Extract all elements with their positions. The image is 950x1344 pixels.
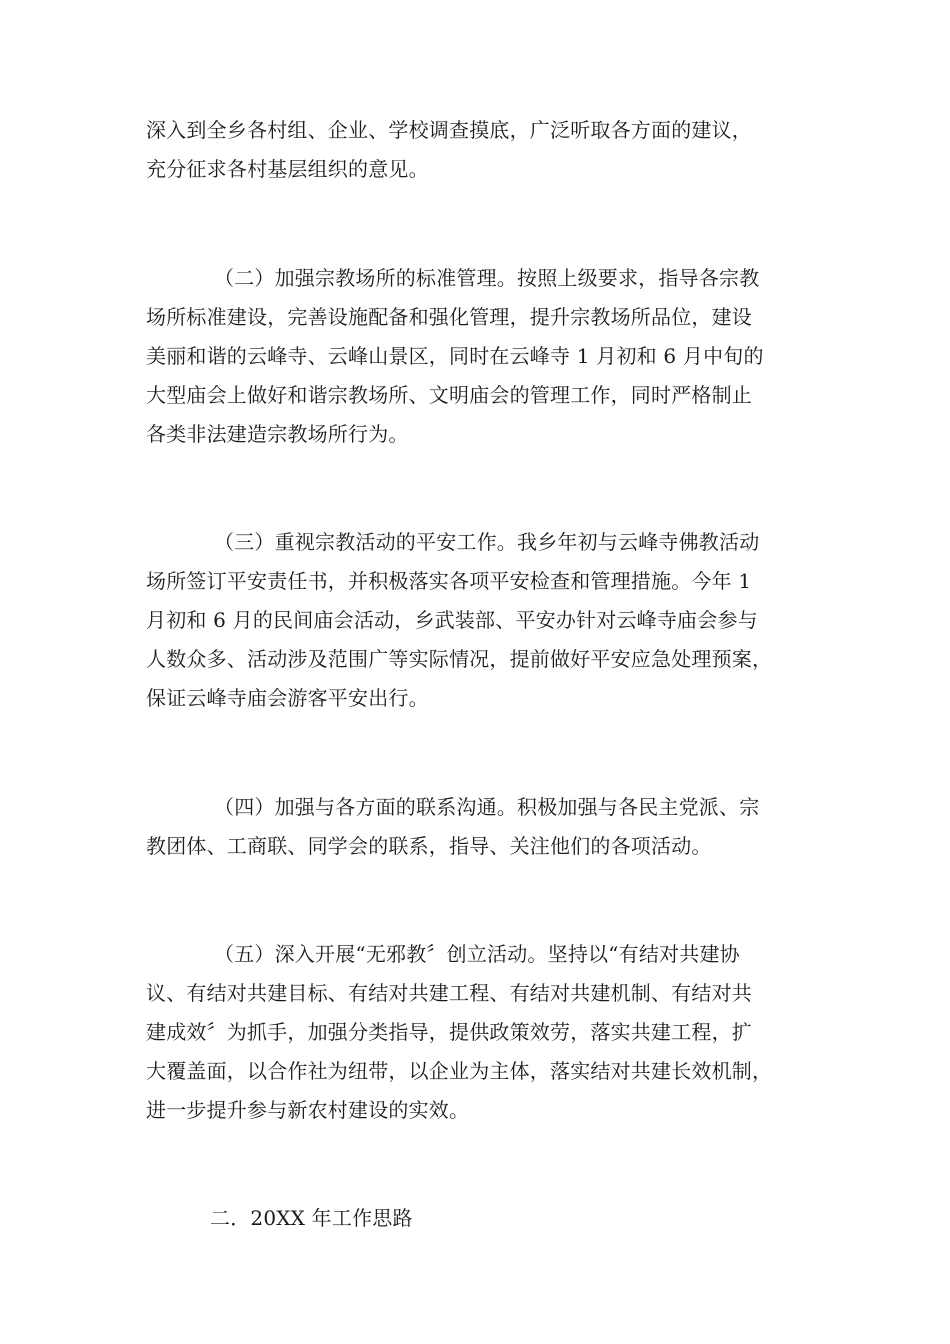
paragraph-line: 进一步提升参与新农村建设的实效。 [146, 1098, 470, 1122]
paragraph-line: 人数众多、活动涉及范围广等实际情况，提前做好平安应急处理预案， [146, 647, 773, 671]
paragraph-line: 各类非法建造宗教场所行为。 [146, 422, 409, 446]
paragraph-line: 建成效〞为抓手，加强分类指导，提供政策效劳，落实共建工程，扩 [146, 1020, 752, 1044]
paragraph-line: 场所签订平安责任书，并积极落实各项平安检查和管理措施。今年 1 [146, 569, 752, 593]
paragraph-line: 充分征求各村基层组织的意见。 [146, 157, 429, 181]
paragraph-line: 教团体、工商联、同学会的联系，指导、关注他们的各项活动。 [146, 834, 712, 858]
paragraph-line: 大型庙会上做好和谐宗教场所、文明庙会的管理工作，同时严格制止 [146, 383, 752, 407]
paragraph-line: 月初和 6 月的民间庙会活动，乡武装部、平安办针对云峰寺庙会参与 [146, 608, 758, 632]
paragraph-line: （三）重视宗教活动的平安工作。我乡年初与云峰寺佛教活动 [214, 530, 760, 554]
paragraph-line: 美丽和谐的云峰寺、云峰山景区，同时在云峰寺 1 月初和 6 月中旬的 [146, 344, 764, 368]
paragraph-line: 场所标准建设，完善设施配备和强化管理，提升宗教场所品位，建设 [146, 305, 752, 329]
paragraph-line: （二）加强宗教场所的标准管理。按照上级要求，指导各宗教 [214, 266, 760, 290]
section-heading: 二．20XX 年工作思路 [210, 1206, 413, 1230]
paragraph-line: 大覆盖面，以合作社为纽带，以企业为主体，落实结对共建长效机制， [146, 1059, 773, 1083]
paragraph-line: 议、有结对共建目标、有结对共建工程、有结对共建机制、有结对共 [146, 981, 752, 1005]
paragraph-line: 深入到全乡各村组、企业、学校调查摸底，广泛听取各方面的建议， [146, 118, 752, 142]
paragraph-line: （四）加强与各方面的联系沟通。积极加强与各民主党派、宗 [214, 795, 760, 819]
paragraph-line: （五）深入开展“无邪教〞创立活动。坚持以“有结对共建协 [214, 942, 740, 966]
paragraph-line: 保证云峰寺庙会游客平安出行。 [146, 686, 429, 710]
